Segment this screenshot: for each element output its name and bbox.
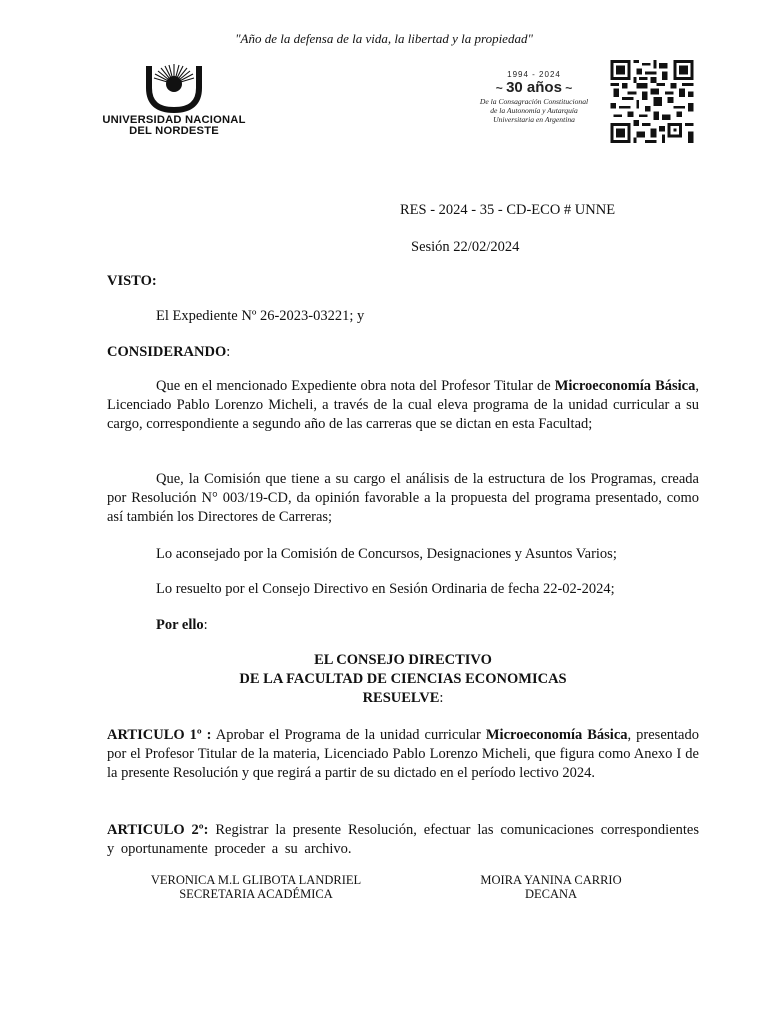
article-2: [107, 821, 699, 859]
anniv-title: 30 años: [506, 79, 562, 96]
heading-line-1: EL CONSEJO DIRECTIVO: [314, 652, 492, 668]
resolution-number: RES - 2024 - 35 - CD-ECO # UNNE: [400, 202, 616, 218]
article-2-label: ARTICULO 2º:: [107, 822, 209, 838]
article-1: [107, 726, 699, 783]
visto-text: El Expediente Nº 26-2023-03221; y: [156, 308, 365, 324]
p1-subject: Microeconomía Básica: [554, 378, 696, 394]
unne-logo: [88, 62, 263, 144]
wave-left-icon: ~: [495, 81, 507, 95]
p1-text-a: Que en el mencionado Expediente obra nota del Profesor Titular de: [156, 378, 555, 394]
article-1-subject: Microeconomía Básica: [485, 727, 628, 743]
qr-code-icon: [608, 60, 696, 143]
heading-line-3: RESUELVE: [362, 690, 440, 706]
anniversary-badge: [466, 70, 602, 124]
anniv-desc-2: de la Autonomía y Autarquía: [490, 106, 578, 115]
signature-right-role: DECANA: [524, 887, 578, 901]
signature-right: [450, 873, 652, 901]
logo-line-1: UNIVERSIDAD NACIONAL: [102, 114, 246, 126]
paragraph-2: Que, la Comisión que tiene a su cargo el análisis de la estructura de los Programas, creada por Resolución N° 003/19-CD, da opinión favorable a la propuesta del programa presentado, como así también los Directores de Carreras;: [107, 471, 699, 525]
considerando-colon: :: [226, 344, 231, 360]
article-2-text: Registrar la presente Resolución, efectuar las comunicaciones correspondientes y oportunamente proceder a su archivo.: [107, 822, 699, 857]
p1-text-b: , Licenciado Pablo Lorenzo Micheli, a través de la cual eleva programa de la unidad curricular a su cargo, correspondiente a segundo año de las carreras que se dictan en esta Facultad;: [107, 378, 699, 432]
resolve-heading: [107, 651, 699, 708]
paragraph-3: Lo aconsejado por la Comisión de Concursos, Designaciones y Asuntos Varios;: [156, 546, 617, 562]
heading-line-2: DE LA FACULTAD DE CIENCIAS ECONOMICAS: [239, 671, 567, 687]
anniv-desc-1: De la Consagración Constitucional: [479, 97, 589, 106]
logo-line-2: DEL NORDESTE: [129, 125, 219, 137]
heading-colon: :: [439, 690, 444, 706]
paragraph-4: Lo resuelto por el Consejo Directivo en Sesión Ordinaria de fecha 22-02-2024;: [156, 581, 615, 597]
por-ello-colon: :: [203, 617, 208, 633]
signature-left: [128, 873, 384, 901]
article-1-text-a: Aprobar el Programa de la unidad curricular: [211, 727, 486, 743]
session-date: Sesión 22/02/2024: [411, 239, 520, 255]
anniv-years: 1994 - 2024: [507, 70, 561, 79]
sun-emblem-icon: [143, 62, 205, 114]
por-ello: Por ello: [156, 617, 204, 633]
paragraph-1: [107, 377, 699, 434]
signature-left-name: VERONICA M.L GLIBOTA LANDRIEL: [150, 873, 362, 887]
article-1-label: ARTICULO 1º :: [107, 727, 212, 743]
wave-right-icon: ~: [561, 81, 573, 95]
anniv-desc-3: Universitaria en Argentina: [493, 115, 575, 124]
signature-right-name: MOIRA YANINA CARRIO: [480, 873, 622, 887]
article-1-text-b: , presentado por el Profesor Titular de la materia, Licenciado Pablo Lorenzo Micheli, que figura como Anexo I de la presente Resolución y que regirá a partir de su dictado en el período lectivo 2024.: [107, 727, 699, 781]
signature-left-role: SECRETARIA ACADÉMICA: [179, 887, 333, 901]
visto-label: VISTO:: [107, 273, 157, 289]
considerando-label: CONSIDERANDO: [107, 344, 227, 360]
header-motto: "Año de la defensa de la vida, la libertad y la propiedad": [235, 31, 533, 46]
